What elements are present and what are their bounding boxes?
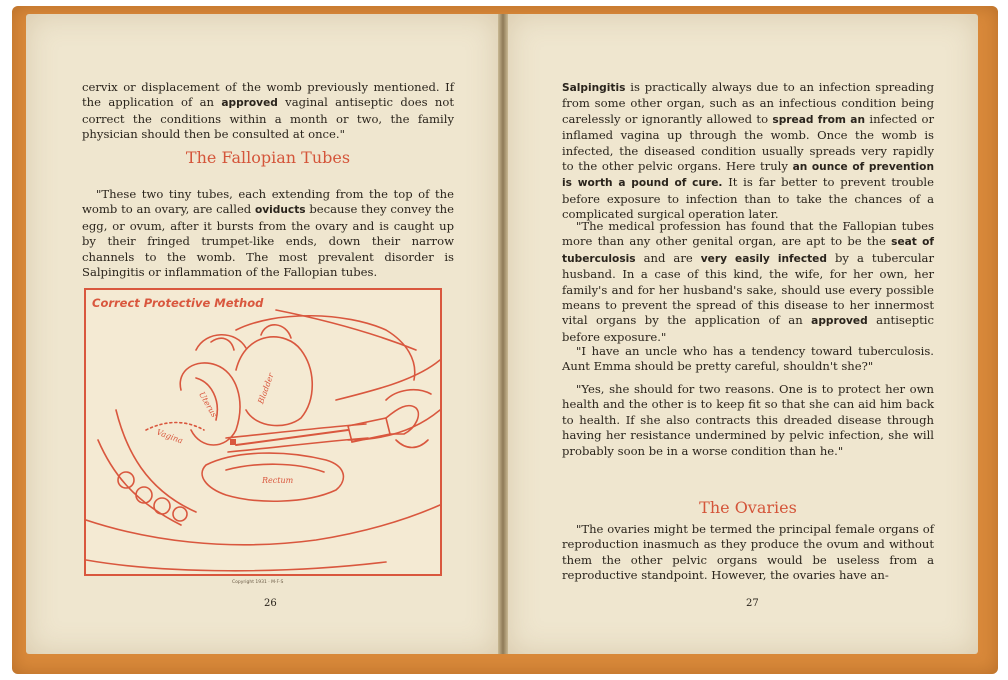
right-page-number: 27 bbox=[746, 598, 759, 609]
fallopian-tubes-paragraph: "These two tiny tubes, each extending from the top of the womb to an ovary, are called oviducts because they convey the egg, or ovum, after it bursts from the ovary and is caught up by their fringed trumpet-like ends, down their narrow channels to the womb. The most prevalent disorder is Salpingitis or inflammation of the Fallopian tubes. bbox=[82, 187, 454, 280]
label-vagina: Vagina bbox=[155, 427, 185, 446]
heading-ovaries: The Ovaries bbox=[699, 498, 797, 517]
book-gutter bbox=[498, 14, 508, 654]
label-bladder: Bladder bbox=[256, 371, 276, 406]
anatomical-diagram bbox=[84, 288, 442, 576]
answer-paragraph: "Yes, she should for two reasons. One is to protect her own health and the other is to keep fit so that she can aid him back to health. If she also contracts this dreaded disease through having her resistance undermined by pelvic infection, she will probably soon be in a worse condition than he." bbox=[562, 382, 934, 458]
figure-title: Correct Protective Method bbox=[92, 296, 264, 310]
label-uterus: Uterus bbox=[197, 390, 219, 419]
ovaries-paragraph: "The ovaries might be termed the principal female organs of reproduction inasmuch as they produce the ovum and without them the other pelvic organs would be useless from a reproductive standpoint. However, the ovaries have an- bbox=[562, 522, 934, 583]
left-continuation-paragraph: cervix or displacement of the womb previously mentioned. If the application of an approved vaginal antiseptic does not correct the conditions within a month or two, the family physician should then be consulted at once." bbox=[82, 80, 454, 142]
label-rectum: Rectum bbox=[262, 476, 294, 485]
heading-fallopian-tubes: The Fallopian Tubes bbox=[185, 148, 351, 167]
left-page-number: 26 bbox=[264, 598, 277, 609]
uncle-question-paragraph: "I have an uncle who has a tendency toward tuberculosis. Aunt Emma should be pretty careful, shouldn't she?" bbox=[562, 344, 934, 374]
salpingitis-paragraph: Salpingitis is practically always due to an infection spreading from some other organ, such as an infectious condition being carelessly or ignorantly allowed to spread from an infected or inflamed vagina up through the womb. Once the womb is infected, the diseased condition usually spreads very rapidly to the other pelvic organs. Here truly an ounce of prevention is worth a pound of cure. It is far better to prevent trouble before exposure to infection than to take the chances of a complicated surgical operation later. bbox=[562, 80, 935, 222]
figure-copyright: Copyright 1931 · M·F·S bbox=[232, 580, 284, 585]
pelvic-anatomy-drawing bbox=[86, 290, 440, 574]
tuberculosis-paragraph: "The medical profession has found that the Fallopian tubes more than any other genital organ, are apt to be the seat of tuberculosis and are very easily infected by a tubercular husband. In a case of this kind, the wife, for her own, her family's and for her husband's sake, should use every possible means to prevent the spread of this disease to her innermost vital organs by the application of an approved antiseptic before exposure." bbox=[562, 219, 934, 344]
